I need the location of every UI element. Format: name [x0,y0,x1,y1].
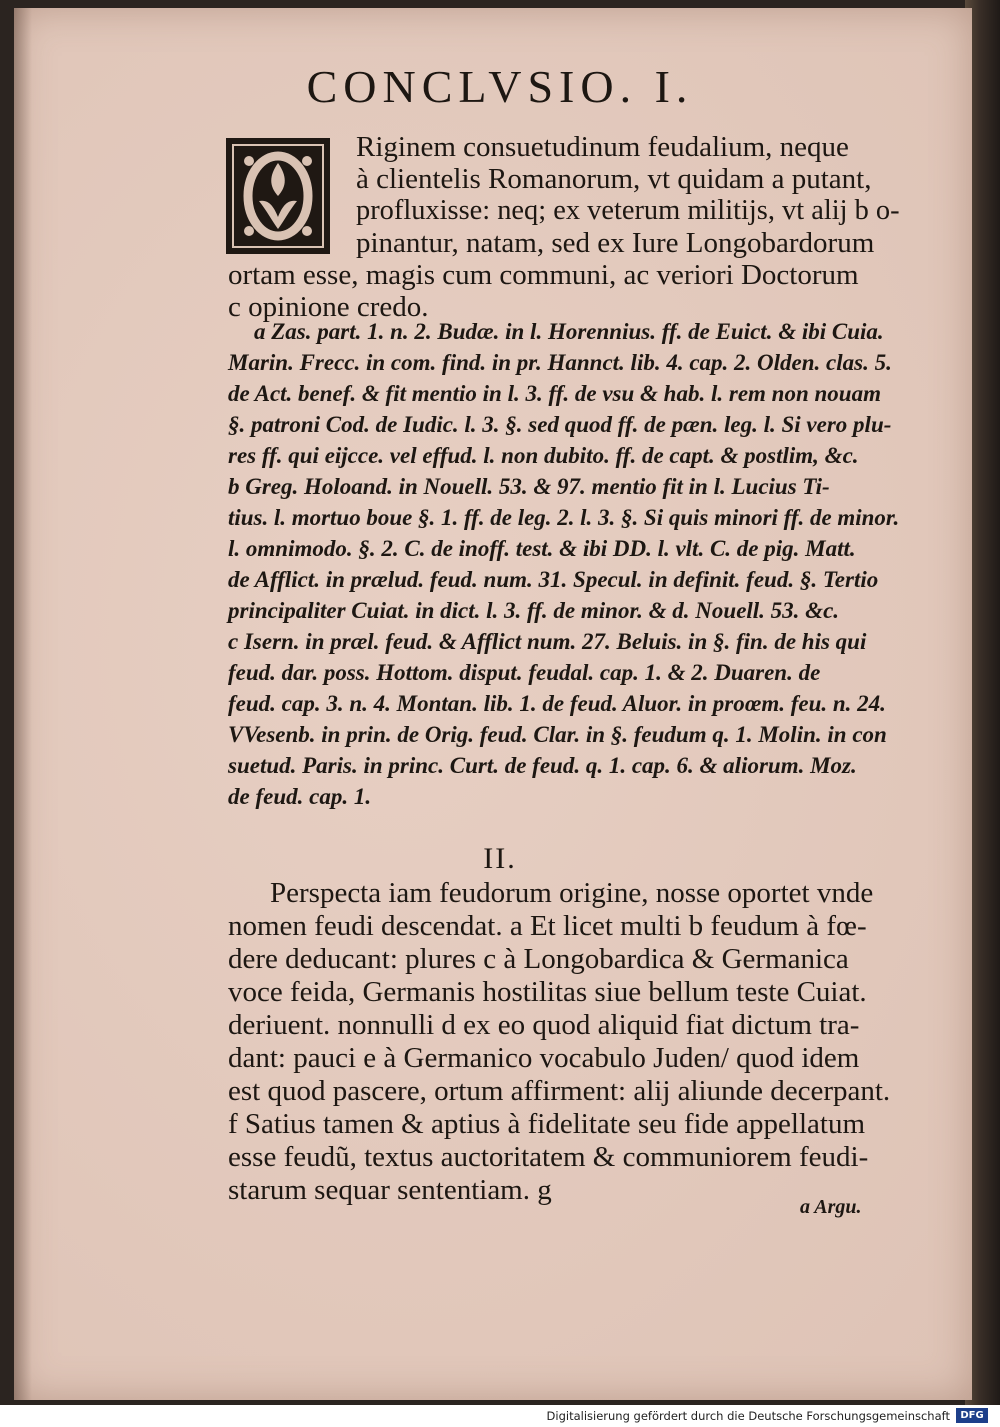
note-line: l. omnimodo. §. 2. C. de inoff. test. & ibi DD. l. vlt. C. de pig. Matt. [228,536,856,561]
note-line: b Greg. Holoand. in Nouell. 53. & 97. mentio fit in l. Lucius Ti- [228,474,830,499]
section-line: Perspecta iam feudorum origine, nosse oportet vnde [270,877,874,909]
note-line: de Act. benef. & fit mentio in l. 3. ff. de vsu & hab. l. rem non nouam [228,381,881,406]
intro-line: pinantur, natam, sed ex Iure Longobardorum [356,227,875,259]
note-line: feud. dar. poss. Hottom. disput. feudal. cap. 1. & 2. Duaren. de [228,660,821,685]
section-line: nomen feudi descendat. a Et licet multi b feudum à fœ- [228,910,867,942]
catchword: a Argu. [800,1196,862,1218]
note-line: tius. l. mortuo boue §. 1. ff. de leg. 2. l. 3. §. Si quis minori ff. de minor. [228,505,900,530]
page-heading: CONCLVSIO. I. [306,61,694,112]
intro-line: ortam esse, magis cum communi, ac veriori Doctorum [228,259,859,291]
section-line: esse feudũ, textus auctoritatem & communiorem feudi- [228,1141,869,1173]
intro-line: profluxisse: neq; ex veterum militijs, vt alij b o- [356,195,900,226]
note-line: principaliter Cuiat. in dict. l. 3. ff. de minor. & d. Nouell. 53. &c. [228,598,840,623]
funding-credit: Digitalisierung gefördert durch die Deutsche Forschungsgemeinschaft [546,1409,950,1423]
section-line: deriuent. nonnulli d ex eo quod aliquid fiat dictum tra- [228,1009,860,1041]
section-line: dere deducant: plures c à Longobardica & Germanica [228,943,849,975]
section-line: starum sequar sententiam. g [228,1174,552,1206]
note-line: res ff. qui eijcce. vel effud. l. non dubito. ff. de capt. & postlim, &c. [228,443,859,468]
intro-line: Riginem consuetudinum feudalium, neque [356,131,849,163]
section-line: voce feida, Germanis hostilitas siue bellum teste Cuiat. [228,976,867,1008]
note-line: §. patroni Cod. de Iudic. l. 3. §. sed quod ff. de pæn. leg. l. Si vero plu- [228,412,892,437]
intro-line: c opinione credo. [228,291,429,323]
intro-line: à clientelis Romanorum, vt quidam a putant, [356,163,872,195]
decorated-initial-O [226,138,330,254]
note-line: de Afflict. in prælud. feud. num. 31. Specul. in definit. feud. §. Tertio [228,567,879,592]
note-line: suetud. Paris. in princ. Curt. de feud. q. 1. cap. 6. & aliorum. Moz. [228,753,857,778]
note-line: a Zas. part. 1. n. 2. Budæ. in l. Horennius. ff. de Euict. & ibi Cuia. [254,319,884,344]
note-line: feud. cap. 3. n. 4. Montan. lib. 1. de feud. Aluor. in proœm. feu. n. 24. [228,691,886,716]
section-number: II. [483,842,517,875]
digitization-footer [0,1405,1000,1427]
page-gutter-shadow [14,8,32,1400]
note-line: c Isern. in præl. feud. & Afflict num. 27. Beluis. in §. fin. de his qui [228,629,867,654]
note-line: VVesenb. in prin. de Orig. feud. Clar. in §. feudum q. 1. Molin. in con [228,722,887,747]
note-line: Marin. Frecc. in com. find. in pr. Hannct. lib. 4. cap. 2. Olden. clas. 5. [228,350,892,375]
note-line: de feud. cap. 1. [228,784,372,809]
section-line: est quod pascere, ortum affirment: alij aliunde decerpant. [228,1075,891,1107]
dfg-logo: DFG [956,1408,988,1423]
section-line: f Satius tamen & aptius à fidelitate seu fide appellatum [228,1108,866,1140]
section-line: dant: pauci e à Germanico vocabulo Juden/ quod idem [228,1042,860,1074]
